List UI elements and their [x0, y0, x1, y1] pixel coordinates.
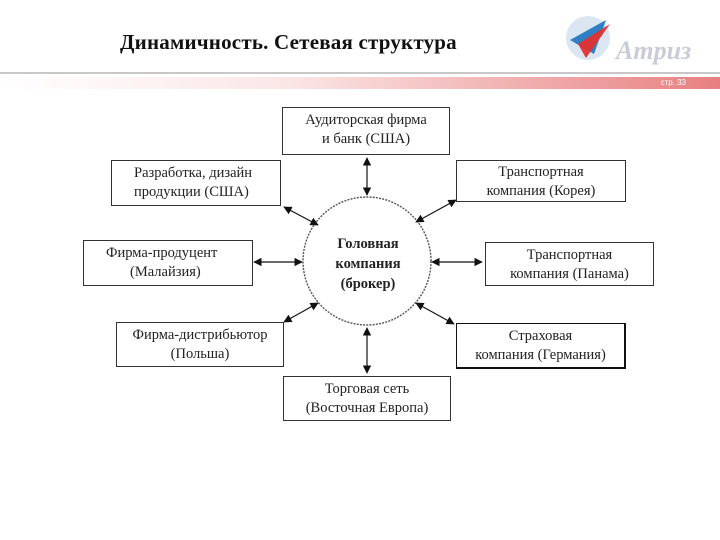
connector-distributor [284, 303, 318, 322]
node-transport-korea-line2: компания (Корея) [486, 183, 596, 199]
node-retail [283, 376, 451, 421]
logo-text: Атриз [616, 36, 692, 65]
hub-label-line2: компания [335, 256, 401, 272]
node-producer-line2: (Малайзия) [130, 264, 201, 280]
hub-label-line3: (брокер) [340, 276, 396, 292]
node-audit-line2: и банк (США) [321, 131, 411, 147]
node-transport-panama [485, 242, 654, 286]
node-audit-firm [282, 107, 450, 155]
node-audit-line1: Аудиторская фирма [305, 112, 427, 128]
node-design-line1: Разработка, дизайн [134, 165, 253, 181]
page-number: стр. 33 [660, 78, 686, 87]
node-transport-korea-line1: Транспортная [498, 164, 584, 180]
connector-insurance [416, 303, 454, 324]
hub-label [318, 234, 418, 294]
node-design-line2: продукции (США) [134, 184, 249, 200]
node-transport-panama-line1: Транспортная [526, 247, 613, 263]
node-producer [83, 240, 253, 286]
node-design [111, 160, 281, 206]
node-transport-panama-line2: компания (Панама) [510, 266, 629, 282]
node-insurance-line1: Страховая [508, 328, 573, 344]
hub-label-line1: Головная [337, 236, 399, 252]
node-retail-line1: Торговая сеть [324, 381, 410, 397]
node-transport-korea [456, 160, 626, 202]
connector-transport-korea [416, 200, 456, 222]
node-insurance [456, 323, 626, 369]
node-distributor [116, 322, 284, 367]
node-distributor-line1: Фирма-дистрибьютор [132, 327, 268, 343]
node-insurance-line2: компания (Германия) [475, 347, 606, 363]
node-retail-line2: (Восточная Европа) [305, 400, 429, 416]
slide-title: Динамичность. Сетевая структура [120, 30, 457, 54]
node-producer-line1: Фирма-продуцент [106, 245, 218, 261]
connector-design [284, 207, 318, 225]
node-distributor-line2: (Польша) [170, 346, 230, 362]
